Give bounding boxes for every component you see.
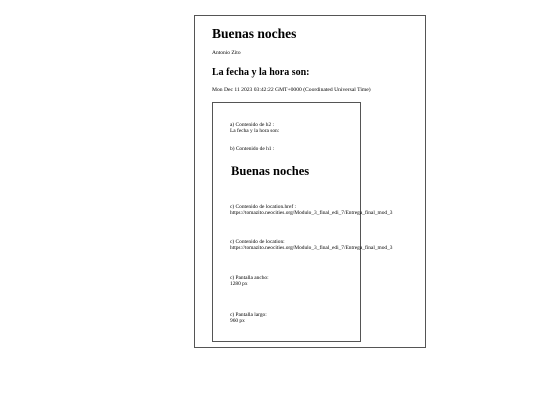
location-label: c) Contenido de location: (230, 239, 285, 245)
screen-width-value: 1280 px (230, 281, 248, 287)
h1-content-value: Buenas noches (231, 164, 310, 178)
author-name: Antonio Zito (212, 50, 241, 56)
page-container (194, 15, 426, 348)
current-datetime: Mon Dec 11 2023 03:42:22 GMT+0000 (Coordinated Universal Time) (212, 87, 371, 93)
info-box (212, 102, 393, 342)
location-href-value: https://tomazito.neocities.org/Modulo_3_final_edi_7/Entrega_final_mod_3 (230, 210, 393, 216)
h1-content-label: b) Contenido de h1 : (230, 146, 275, 152)
screen-height-label: c) Pantalla largo: (230, 312, 267, 318)
page-title: Buenas noches (212, 26, 297, 41)
screen-height-value: 960 px (230, 318, 245, 324)
screen-width-label: c) Pantalla ancho: (230, 275, 269, 281)
location-value: https://tomazito.neocities.org/Modulo_3_final_edi_7/Entrega_final_mod_3 (230, 245, 393, 251)
h2-content-label: a) Contenido de h2 : (230, 122, 275, 128)
location-href-label: c) Contenido de location.href : (230, 204, 297, 210)
date-heading: La fecha y la hora son: (212, 67, 310, 78)
h2-content-value: La fecha y la hora son: (230, 128, 280, 134)
